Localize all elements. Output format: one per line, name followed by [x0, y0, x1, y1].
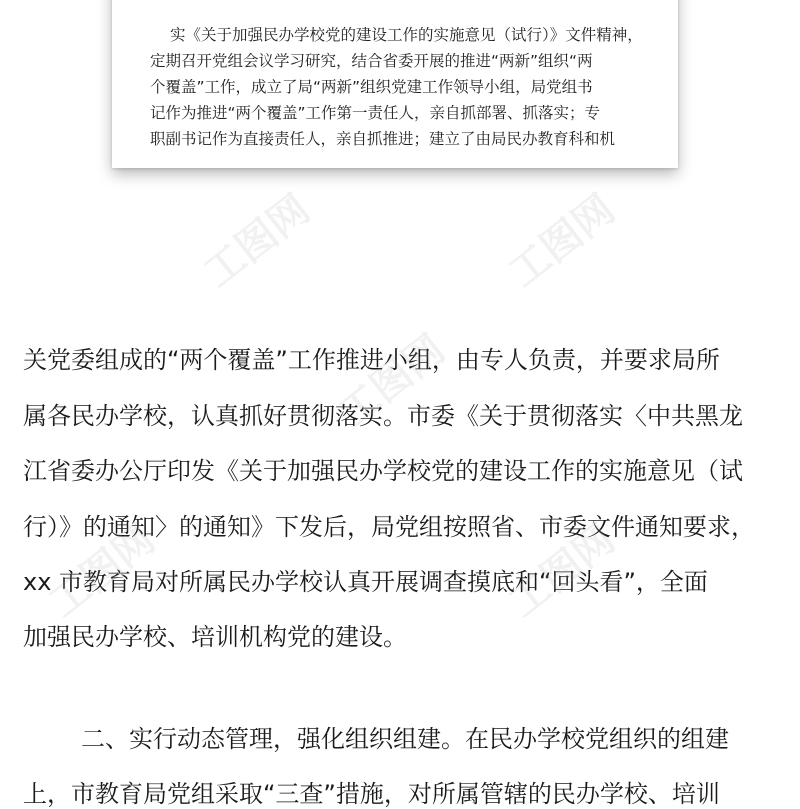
- body-text-line: 关党委组成的“两个覆盖”工作推进小组，由专人负责，并要求局所: [23, 346, 720, 374]
- watermark: 工图网: [195, 186, 319, 297]
- body-text-line: xx 市教育局对所属民办学校认真开展调查摸底和“回头看”，全面: [23, 568, 708, 596]
- body-text-line: 行）》的通知〉的通知》下发后，局党组按照省、市委文件通知要求，: [23, 513, 755, 541]
- section-heading-line: 二、实行动态管理，强化组织组建。在民办学校党组织的组建: [81, 725, 729, 753]
- body-text-line: 加强民办学校、培训机构党的建设。: [23, 623, 407, 651]
- card-text-line: 定期召开党组会议学习研究，结合省委开展的推进“两新”组织“两: [150, 52, 593, 70]
- card-text-line: 实《关于加强民办学校党的建设工作的实施意见（试行）》文件精神，: [170, 26, 643, 44]
- watermark: 工图网: [500, 186, 624, 297]
- watermark: 工图网: [330, 326, 454, 437]
- body-text-line: 江省委办公厅印发《关于加强民办学校党的建设工作的实施意见（试: [23, 457, 743, 485]
- body-text-line: 上，市教育局党组采取“三查”措施，对所属管辖的民办学校、培训: [23, 780, 720, 808]
- document-page-preview: [112, 0, 678, 168]
- body-text-line: 属各民办学校，认真抓好贯彻落实。市委《关于贯彻落实〈中共黑龙: [23, 402, 743, 430]
- watermark: 工图网: [40, 516, 164, 627]
- card-text-line: 个覆盖”工作，成立了局“两新”组织党建工作领导小组，局党组书: [150, 78, 593, 96]
- card-text-line: 记作为推进“两个覆盖”工作第一责任人，亲自抓部署、抓落实；专: [150, 104, 601, 122]
- watermark: 工图网: [500, 516, 624, 627]
- card-text-line: 职副书记作为直接责任人，亲自抓推进；建立了由局民办教育科和机: [150, 130, 616, 148]
